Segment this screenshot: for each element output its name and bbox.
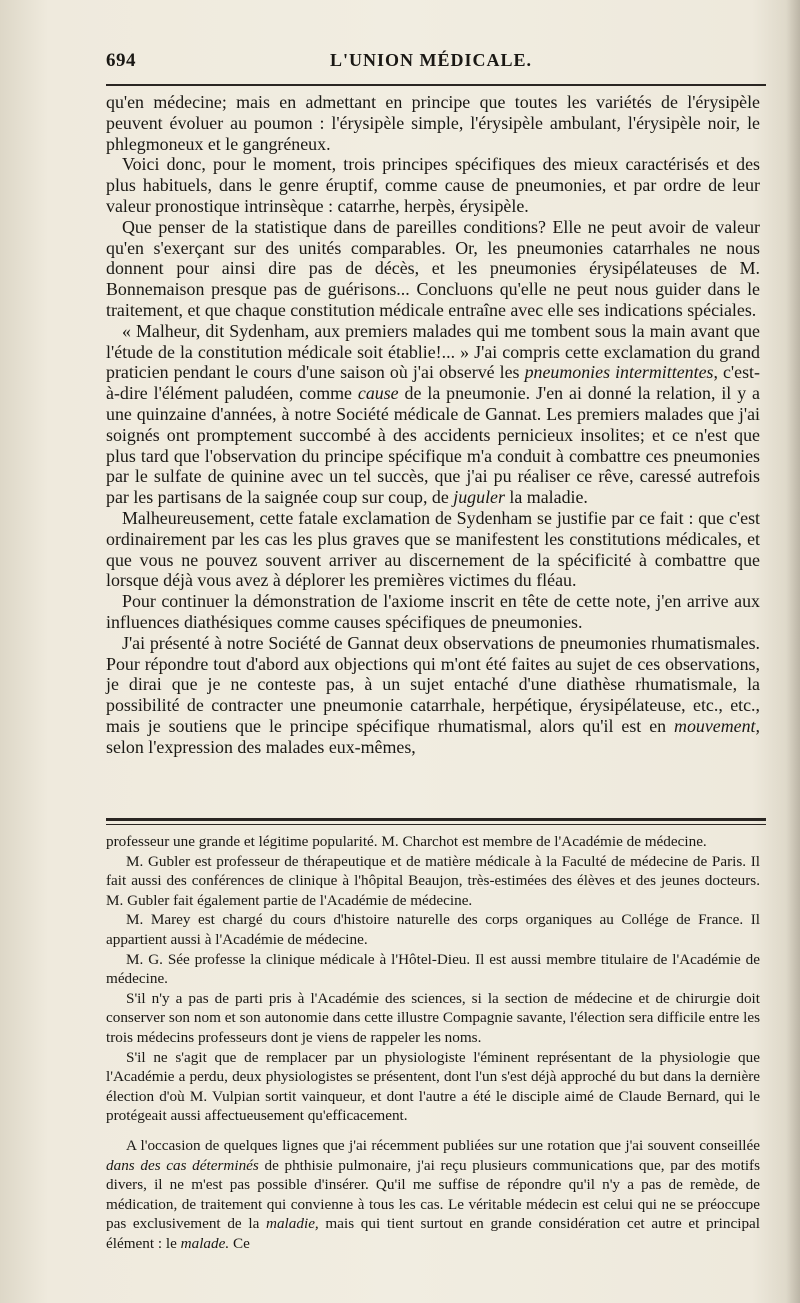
note-paragraph: S'il ne s'agit que de remplacer par un physiologiste l'éminent représentant de la physiologie que l'Académie a perdu, deux physiologistes se présentent, dont l'un s'est déjà approché du but dans la dernière élection d'où M. Vulpian sortit vainqueur, et dont l'autre a été le disciple aimé de Claude Bernard, qui le protégeait aussi affectueusement qu'efficacement. bbox=[106, 1048, 760, 1125]
separator-rule-thin bbox=[106, 824, 766, 825]
paragraph-text: la maladie. bbox=[504, 487, 588, 508]
paragraph-text: de la pneumonie. J'en ai donné la relation, il y a une quinzaine d'années, à notre Société médicale de Gannat. Les premiers malades que j'ai soignés ont promptement succombé à des accidents pernicieux insolites; et ce n'est que plus tard que l'observation du principe spécifique m'a conduit à combattre ces pneumonies par le sulfate de quinine avec un tel succès, que j'ai pu réaliser ce rêve, caressé autrefois par les partisans de la saignée coup sur coup, de bbox=[106, 383, 760, 508]
emphasis: cause bbox=[357, 383, 399, 404]
note-paragraph bbox=[106, 1136, 760, 1254]
emphasis: juguler bbox=[453, 487, 505, 508]
paragraph: Malheureusement, cette fatale exclamation de Sydenham se justifie par ce fait : que c'est ordinairement par les cas les plus graves que se manifestent les constitutions médicales, et que vous ne pouvez souvent arriver au discernement de la spécificité à combattre que lorsque déjà vous avez à déplorer les premières victimes du fléau. bbox=[106, 507, 760, 591]
note-text: A l'occasion de quelques lignes que j'ai récemment publiées sur une rotation que j'ai souvent conseillée bbox=[126, 1136, 760, 1154]
note-text: mais qui tient surtout en grande considération cet autre et principal élément : le bbox=[106, 1215, 760, 1252]
running-title: L'UNION MÉDICALE. bbox=[329, 50, 533, 70]
page-header bbox=[106, 50, 756, 76]
note-paragraph: S'il n'y a pas de parti pris à l'Académie des sciences, si la section de médecine et de chirurgie doit conserver son nom et son autonomie dans cette illustre Compagnie savante, l'élection sera difficile entre les trois médecins professeurs dont je viens de rappeler les noms. bbox=[106, 989, 760, 1046]
paragraph: Pour continuer la démonstration de l'axiome inscrit en tête de cette note, j'en arrive aux influences diathésiques comme causes spécifiques de pneumonies. bbox=[106, 591, 760, 632]
note-paragraph: M. Gubler est professeur de thérapeutique et de matière médicale à la Faculté de médecine de Paris. Il fait aussi des conférences de clinique à l'hôpital Beaujon, très-estimées des élèves et des jeunes docteurs. M. Gubler fait également partie de l'Académie de médecine. bbox=[106, 852, 760, 909]
paragraph-text: « Malheur, dit Sydenham, aux premiers malades qui me tombent sous la main avant que l'étude de la constitution médicale soit établie!... » J'ai compris cette exclamation du grand praticien pendant le cours d'une saison où j'ai observé les bbox=[106, 320, 760, 383]
paragraph-text: selon l'expression des malades eux-mêmes, bbox=[106, 736, 416, 757]
paragraph-text: , c'est-à-dire l'élément paludéen, comme bbox=[106, 362, 760, 404]
paragraph-text: J'ai présenté à notre Société de Gannat deux observations de pneumonies rhumatismales. Pour répondre tout d'abord aux objections qui m'ont été faites au sujet de ces observations, je dirai que je ne conteste pas, à un sujet entaché d'une diathèse rhumatismale, la possibilité de contracter une pneumonie catarrhale, herpétique, érysipélateuse, etc., etc., mais je soutiens que le principe spécifique rhumatismal, alors qu'il est en bbox=[106, 632, 760, 736]
main-text bbox=[106, 92, 760, 758]
paragraph: qu'en médecine; mais en admettant en principe que toutes les variétés de l'érysipèle peuvent évoluer au poumon : l'érysipèle simple, l'érysipèle ambulant, l'érysipèle noir, le phlegmoneux et le gangréneux. bbox=[106, 92, 760, 154]
paragraph: Voici donc, pour le moment, trois principes spécifiques des mieux caractérisés et des plus habituels, dans le genre éruptif, comme cause de pneumonies, et par ordre de leur valeur pronostique intrinsèque : catarrhe, herpès, érysipèle. bbox=[106, 154, 760, 216]
note-paragraph: professeur une grande et légitime popularité. M. Charchot est membre de l'Académie de médecine. bbox=[106, 833, 707, 850]
header-rule bbox=[106, 84, 766, 86]
emphasis: malade. bbox=[180, 1234, 230, 1252]
note-paragraph: M. Marey est chargé du cours d'histoire naturelle des corps organiques au Collége de France. Il appartient aussi à l'Académie de médecine. bbox=[106, 911, 760, 948]
note-text: de phthisie pulmonaire, j'ai reçu plusieurs communications que, par des motifs divers, il ne m'est pas possible d'insérer. Qu'il me suffise de répondre qu'il n'y a pas de remède, de médication, de traitement qui convienne à tous les cas. Le véritable médecin est celui qui ne se préoccupe pas exclusivement de la bbox=[106, 1156, 761, 1233]
page-edge-shadow bbox=[786, 0, 800, 1303]
note-paragraph: M. G. Sée professe la clinique médicale à l'Hôtel-Dieu. Il est aussi membre titulaire de l'Académie de médecine. bbox=[106, 950, 760, 988]
paragraph bbox=[106, 633, 760, 758]
emphasis: dans des cas déterminés bbox=[106, 1156, 259, 1174]
note-text: Ce bbox=[229, 1234, 250, 1252]
page-number: 694 bbox=[106, 50, 136, 71]
paragraph: Que penser de la statistique dans de pareilles conditions? Elle ne peut avoir de valeur qu'en s'exerçant sur des unités comparables. Or, les pneumonies catarrhales ne nous donnent pour ainsi dire pas de décès, et les pneumonies érysipélateuses de M. Bonnemaison presque pas de guérisons... Concluons qu'elle ne peut nous guider dans le traitement, et que chaque constitution médicale entraîne avec elle ses indications spéciales. bbox=[106, 216, 760, 320]
emphasis: pneumonies intermittentes bbox=[524, 362, 714, 383]
paragraph bbox=[106, 321, 760, 508]
feuilleton-text bbox=[106, 832, 760, 1253]
emphasis: mouvement, bbox=[674, 715, 760, 736]
feuilleton-separator bbox=[106, 818, 766, 825]
separator-rule-thick bbox=[106, 818, 766, 821]
emphasis: maladie, bbox=[266, 1215, 319, 1233]
